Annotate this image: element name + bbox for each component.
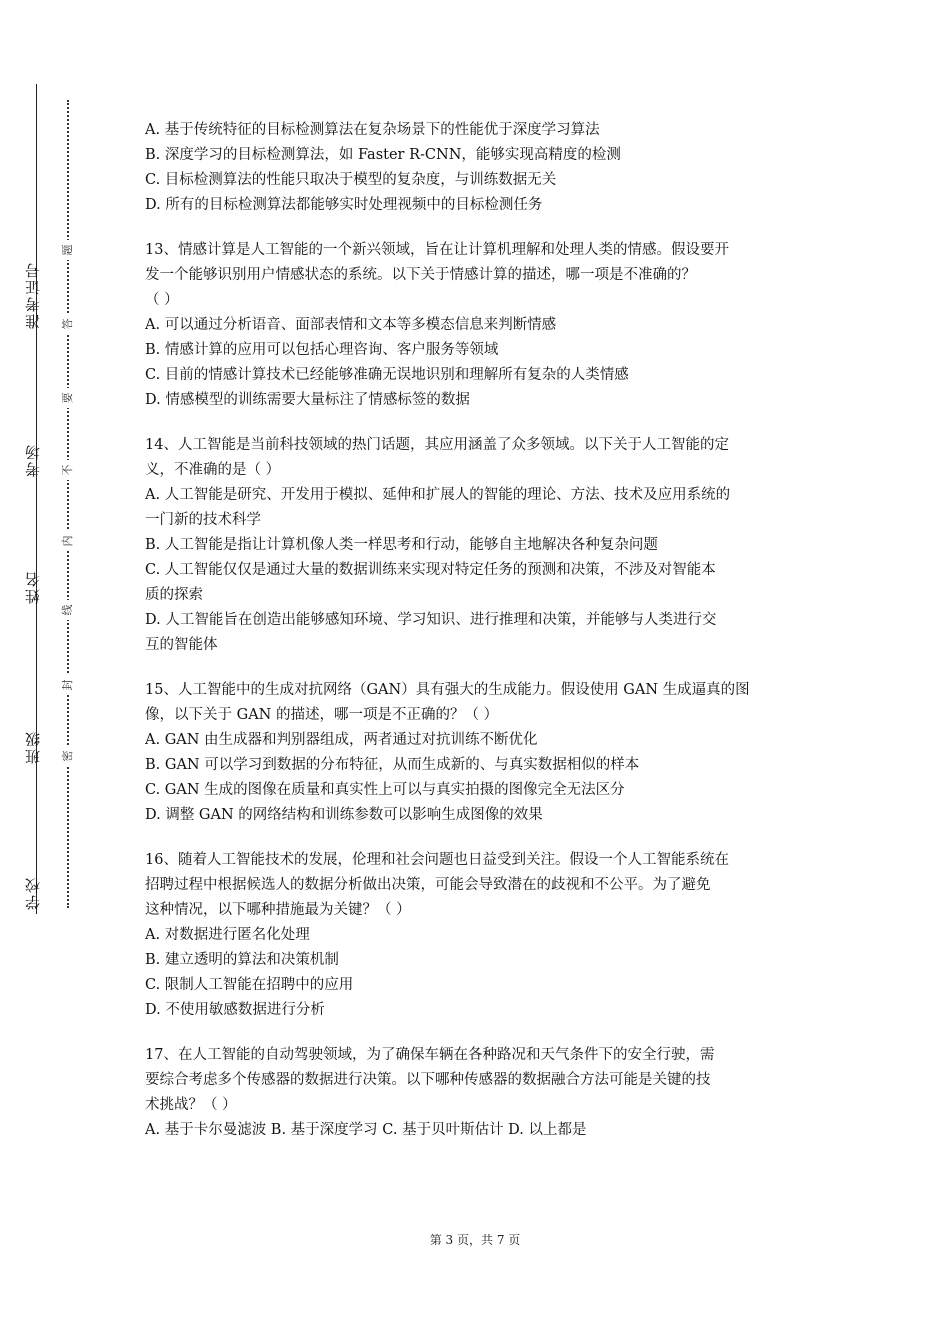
question-stem: 15、人工智能中的生成对抗网络（GAN）具有强大的生成能力。假设使用 GAN 生成逼真的图 — [145, 682, 750, 698]
question-17 — [145, 1043, 815, 1143]
option-c[interactable]: C. 人工智能仅仅是通过大量的数据训练来实现对特定任务的预测和决策，不涉及对智能本 — [145, 562, 716, 578]
question-13 — [145, 238, 815, 413]
binding-dotted-line — [67, 100, 69, 908]
seal-char: 答 — [60, 314, 76, 334]
seal-char: 要 — [60, 388, 76, 408]
option-b[interactable]: B. 情感计算的应用可以包括心理咨询、客户服务等领域 — [145, 342, 499, 358]
question-stem: 13、情感计算是人工智能的一个新兴领域，旨在让计算机理解和处理人类的情感。假设要开 — [145, 242, 729, 258]
question-stem: 17、在人工智能的自动驾驶领域，为了确保车辆在各种路况和天气条件下的安全行驶，需 — [145, 1047, 715, 1063]
option-c[interactable]: C. 目前的情感计算技术已经能够准确无误地识别和理解所有复杂的人类情感 — [145, 367, 629, 383]
option-d-continued[interactable]: 互的智能体 — [145, 637, 218, 653]
option-a[interactable]: A. 人工智能是研究、开发用于模拟、延伸和扩展人的智能的理论、方法、技术及应用系统的 — [145, 487, 731, 503]
option-b[interactable]: B. GAN 可以学习到数据的分布特征，从而生成新的、与真实数据相似的样本 — [145, 757, 640, 773]
option-c[interactable]: C. 目标检测算法的性能只取决于模型的复杂度，与训练数据无关 — [145, 172, 557, 188]
exam-id-field[interactable] — [22, 255, 52, 355]
question-stem: 16、随着人工智能技术的发展，伦理和社会问题也日益受到关注。假设一个人工智能系统在 — [145, 852, 729, 868]
option-a[interactable]: A. 对数据进行匿名化处理 — [145, 927, 310, 943]
option-b[interactable]: B. 建立透明的算法和决策机制 — [145, 952, 339, 968]
binding-margin — [0, 0, 110, 1344]
option-d[interactable]: D. 所有的目标检测算法都能够实时处理视频中的目标检测任务 — [145, 197, 543, 213]
question-14 — [145, 433, 815, 658]
question-15 — [145, 678, 815, 828]
question-stem: 招聘过程中根据候选人的数据分析做出决策，可能会导致潜在的歧视和不公平。为了避免 — [145, 877, 711, 893]
seal-char: 题 — [60, 240, 76, 260]
exam-room-label: 考场 — [24, 443, 42, 477]
exam-content — [145, 118, 815, 1143]
name-field[interactable] — [22, 567, 52, 627]
option-d[interactable]: D. 人工智能旨在创造出能够感知环境、学习知识、进行推理和决策，并能够与人类进行交 — [145, 612, 717, 628]
seal-char: 内 — [60, 531, 76, 551]
seal-char: 封 — [60, 675, 76, 695]
question-stem: 要综合考虑多个传感器的数据进行决策。以下哪种传感器的数据融合方法可能是关键的技 — [145, 1072, 711, 1088]
seal-char: 线 — [60, 600, 76, 620]
name-label: 姓名 — [24, 570, 42, 604]
option-c[interactable]: C. GAN 生成的图像在质量和真实性上可以与真实拍摄的图像完全无法区分 — [145, 782, 625, 798]
school-field[interactable] — [22, 873, 52, 933]
question-stem: 14、人工智能是当前科技领域的热门话题，其应用涵盖了众多领域。以下关于人工智能的定 — [145, 437, 729, 453]
answer-blank[interactable]: （ ） — [145, 292, 179, 308]
question-12-options — [145, 118, 815, 218]
option-c-continued[interactable]: 质的探索 — [145, 587, 203, 603]
class-label: 班级 — [24, 730, 42, 764]
exam-room-field[interactable] — [22, 440, 52, 500]
seal-char: 不 — [60, 460, 76, 480]
option-a-continued[interactable]: 一门新的技术科学 — [145, 512, 261, 528]
seal-char: 密 — [60, 746, 76, 766]
question-stem: 像，以下关于 GAN 的描述，哪一项是不正确的？（ ） — [145, 707, 499, 723]
option-a[interactable]: A. 可以通过分析语音、面部表情和文本等多模态信息来判断情感 — [145, 317, 557, 333]
question-stem: 术挑战？（ ） — [145, 1097, 237, 1113]
exam-id-label: 准考证号 — [24, 261, 42, 329]
question-stem: 这种情况，以下哪种措施最为关键？（ ） — [145, 902, 411, 918]
option-b[interactable]: B. 人工智能是指让计算机像人类一样思考和行动，能够自主地解决各种复杂问题 — [145, 537, 658, 553]
option-c[interactable]: C. 限制人工智能在招聘中的应用 — [145, 977, 354, 993]
option-d[interactable]: D. 不使用敏感数据进行分析 — [145, 1002, 325, 1018]
question-stem: 发一个能够识别用户情感状态的系统。以下关于情感计算的描述，哪一项是不准确的？ — [145, 267, 696, 283]
option-d[interactable]: D. 情感模型的训练需要大量标注了情感标签的数据 — [145, 392, 470, 408]
page-number: 第 3 页，共 7 页 — [429, 1233, 521, 1247]
option-a[interactable]: A. 基于传统特征的目标检测算法在复杂场景下的性能优于深度学习算法 — [145, 122, 600, 138]
options-row[interactable]: A. 基于卡尔曼滤波 B. 基于深度学习 C. 基于贝叶斯估计 D. 以上都是 — [145, 1122, 587, 1138]
question-16 — [145, 848, 815, 1023]
class-field[interactable] — [22, 727, 52, 787]
question-stem: 义，不准确的是（ ） — [145, 462, 281, 478]
option-a[interactable]: A. GAN 由生成器和判别器组成，两者通过对抗训练不断优化 — [145, 732, 538, 748]
option-b[interactable]: B. 深度学习的目标检测算法，如 Faster R-CNN，能够实现高精度的检测 — [145, 147, 621, 163]
school-label: 学校 — [24, 876, 42, 910]
option-d[interactable]: D. 调整 GAN 的网络结构和训练参数可以影响生成图像的效果 — [145, 807, 543, 823]
